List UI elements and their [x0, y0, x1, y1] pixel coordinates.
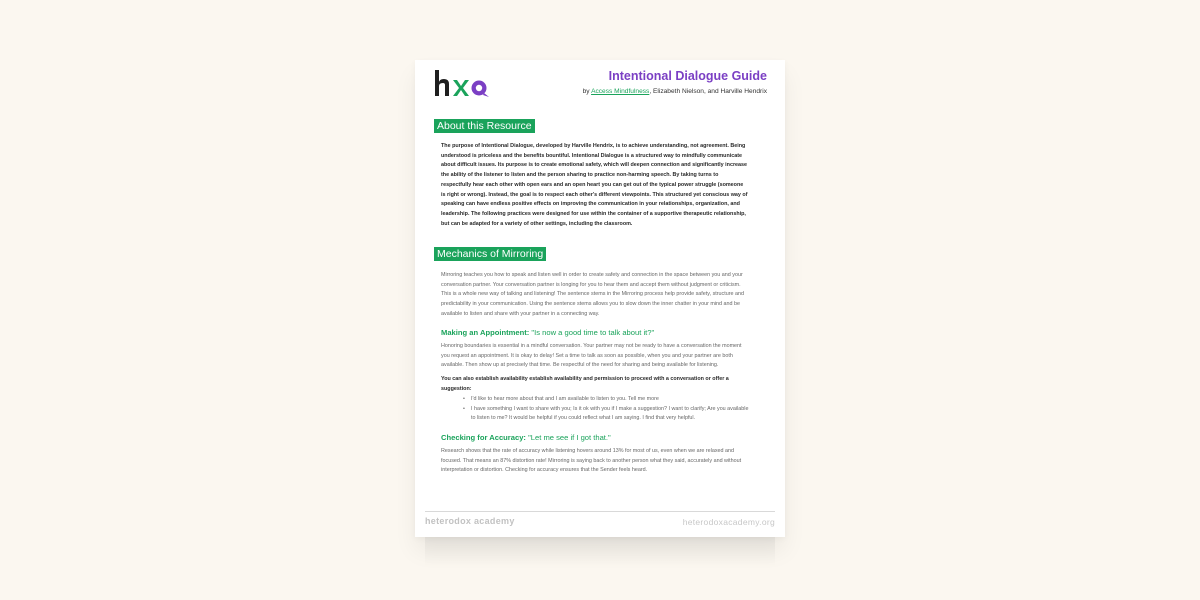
hxa-logo — [433, 68, 493, 102]
appointment-label: Making an Appointment: — [441, 328, 530, 337]
byline-prefix: by — [582, 88, 592, 95]
byline-authors: , Elizabeth Nielson, and Harville Hendrix — [649, 88, 767, 95]
document-title: Intentional Dialogue Guide — [608, 69, 767, 83]
appointment-body: Honoring boundaries is essential in a mindful conversation. Your partner may not be ready to have a conversation the moment you request an appointment. It is okay to delay! Set a time to talk as soon as possible, when you and your partner are both available. Then show up at precisely that time. Be respectful of the need for sharing and being available for listening. — [441, 343, 742, 369]
footer-brand: heterodox academy — [425, 516, 515, 526]
accuracy-body: Research shows that the rate of accuracy while listening hovers around 13% for most of us, even when we are relaxed and focused. That means an 87% distortion rate! Mirroring is saying back to another person what they said, accurately and without interpretation or distortion. Checking for accuracy ensures that the Sender feels heard. — [441, 448, 742, 474]
accuracy-quote: "Let me see if I got that." — [525, 433, 611, 442]
about-heading: About this Resource — [434, 119, 535, 133]
page-shadow — [425, 537, 775, 567]
byline — [583, 88, 767, 95]
footer-divider — [425, 511, 775, 512]
accuracy-label: Checking for Accuracy: — [441, 433, 526, 442]
about-body: The purpose of Intentional Dialogue, developed by Harville Hendrix, is to achieve understanding, not agreement. Being understood is priceless and the benefits bountiful. Intentional Dialogue is a structured way to mindfully communicate about difficult issues. Its purpose is to create emotional safety, which will deepen connection and significantly increase the ability of the listener to listen and the person sharing to practice non-harming speech. By taking turns to respectfully hear each other with open ears and an open heart you can get out of the typical power struggle (someone is right or wrong). Instead, the goal is to respect each other's different viewpoints. This structured yet conscious way of speaking can have endless positive effects on improving the communication in your relationships, organization, and leadership. The following practices were designed for use within the container of a supportive therapeutic relationship, but can be adapted for a variety of other settings, including the classroom. — [441, 143, 748, 227]
mirroring-heading: Mechanics of Mirroring — [434, 247, 546, 261]
appointment-bullets — [463, 395, 749, 424]
list-item: • I'd like to hear more about that and I am available to listen to you. Tell me more — [463, 395, 749, 405]
access-mindfulness-link[interactable]: Access Mindfulness — [591, 88, 650, 95]
footer-url[interactable]: heterodoxacademy.org — [682, 517, 775, 527]
list-item: • I have something I want to share with you; Is it ok with you if I make a suggestion? I want to clarify; Are you available to listen to me? It would be helpful if you could reflect what I am saying. I find that very helpful. — [463, 405, 749, 424]
mirroring-body: Mirroring teaches you how to speak and listen well in order to create safety and connection in the space between you and your conversation partner. Your conversation partner is longing for you to hear them and accept them without judgment or criticism. This is a whole new way of talking and listening! The sentence stems in the Mirroring process help provide safety, structure and predictability in your communication. Using the sentence stems allows you to slow down the inner chatter in your mind and be available to listen and share with your partner in a connecting way. — [441, 272, 745, 317]
appointment-subheading — [441, 328, 654, 337]
document-page — [415, 60, 785, 537]
accuracy-subheading — [441, 433, 611, 442]
appointment-note: You can also establish availability establish availability and permission to proceed with a conversation or offer a suggestion: — [441, 376, 729, 392]
appointment-quote: "Is now a good time to talk about it?" — [529, 328, 655, 337]
